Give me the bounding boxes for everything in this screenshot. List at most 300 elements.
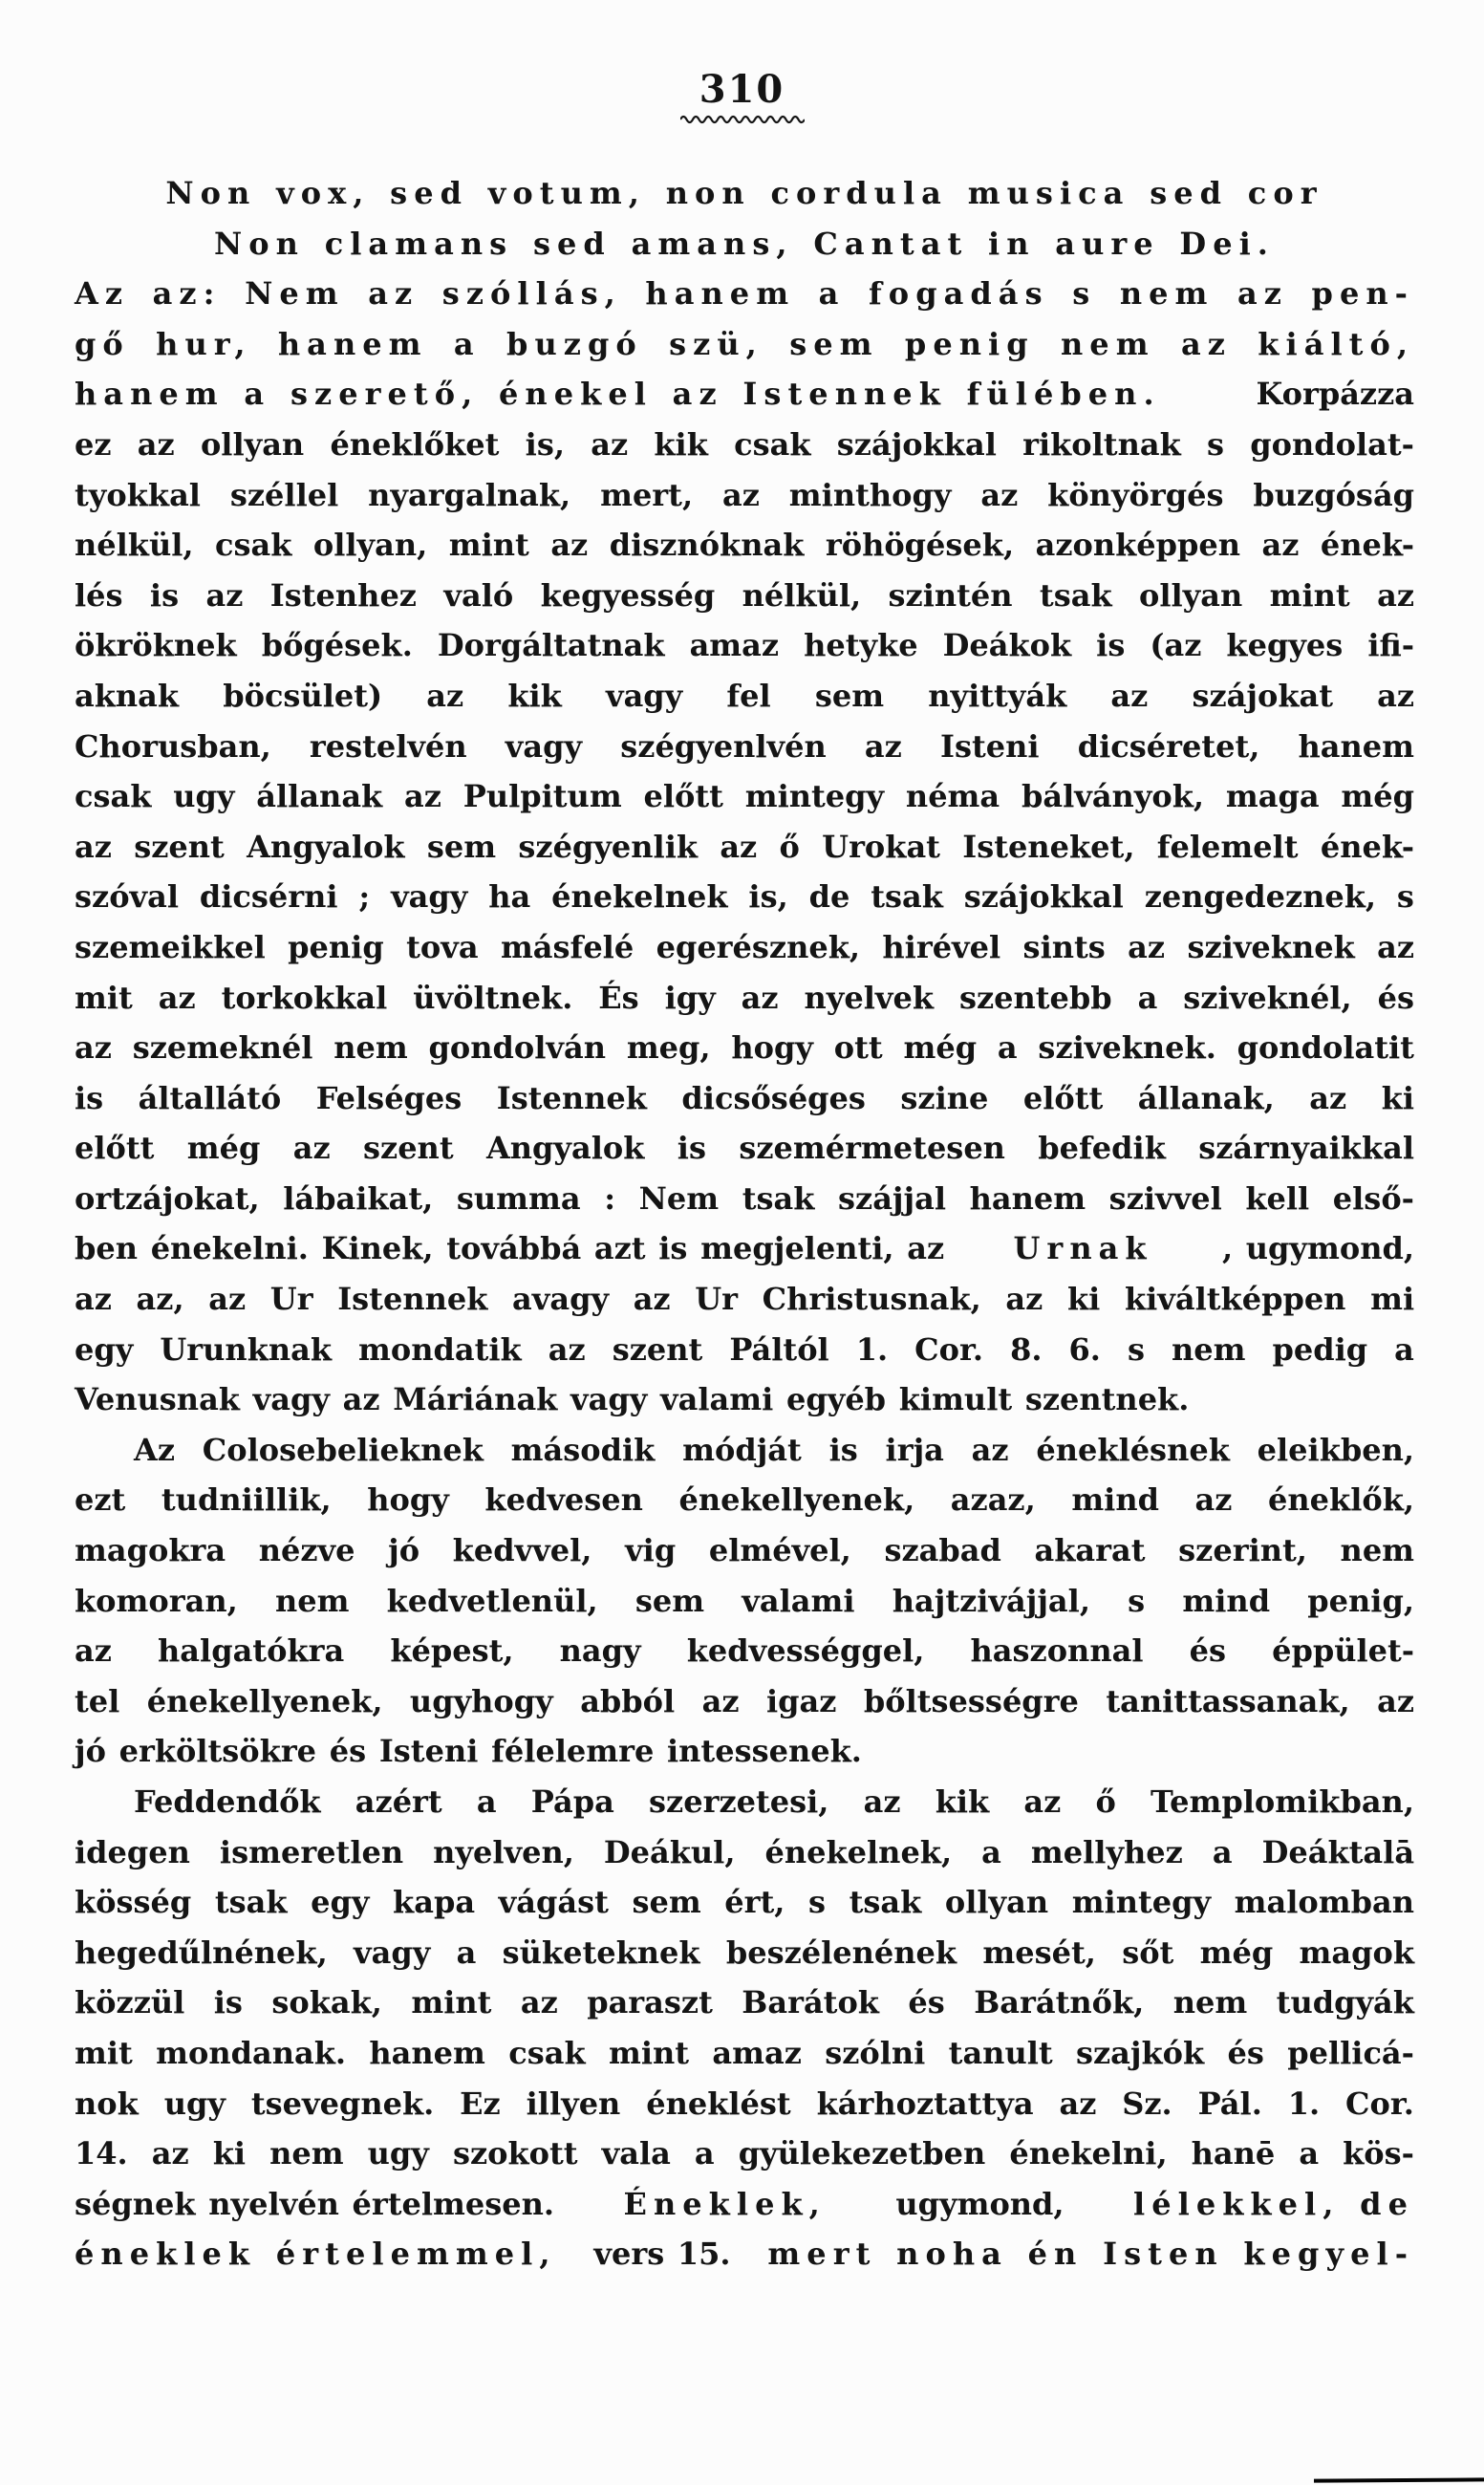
word: tsak xyxy=(871,878,943,916)
word: jó xyxy=(388,1532,420,1569)
word: az xyxy=(1128,928,1166,965)
justify-gap xyxy=(328,1928,354,1978)
justify-gap xyxy=(643,319,669,370)
word: pedig xyxy=(1272,1330,1368,1368)
word: még xyxy=(1341,778,1414,815)
word: Ur xyxy=(269,1281,313,1318)
justify-gap xyxy=(901,1777,936,1827)
justify-gap xyxy=(1275,1073,1309,1124)
justify-gap xyxy=(499,420,525,470)
justify-gap xyxy=(644,1123,677,1174)
word: az xyxy=(151,2135,189,2172)
word: az xyxy=(550,527,589,564)
justify-gap xyxy=(344,1626,390,1676)
justify-gap xyxy=(128,2128,152,2179)
word: ollyan xyxy=(1139,576,1243,614)
word: az xyxy=(1377,928,1415,965)
justify-gap xyxy=(175,420,201,470)
word: nem xyxy=(333,1029,408,1067)
text-line xyxy=(75,872,1414,922)
justify-gap xyxy=(1124,872,1145,922)
emphasized-text-segment: Éneklek, xyxy=(623,2185,827,2222)
justify-gap xyxy=(382,1977,411,2028)
text-line xyxy=(75,2229,1414,2280)
justify-gap xyxy=(133,973,159,1024)
justify-gap xyxy=(711,1023,732,1073)
word: vala xyxy=(601,2135,671,2172)
word: az xyxy=(208,1281,247,1318)
word: ismeretlen xyxy=(219,1833,404,1870)
word: kegyesség xyxy=(540,576,716,614)
word: mint xyxy=(1269,576,1350,614)
justify-gap xyxy=(779,973,805,1024)
word: tsak xyxy=(214,1884,288,1921)
justify-gap xyxy=(1320,2079,1345,2129)
justify-gap xyxy=(112,420,138,470)
word: tsak xyxy=(1039,576,1112,614)
word: Felséges xyxy=(315,1079,462,1116)
word: hogy xyxy=(367,1481,449,1519)
emphasized-text-segment: Non vox, sed votum, non cordula musica sed cor xyxy=(165,175,1323,211)
word: az xyxy=(75,1632,112,1670)
justify-gap xyxy=(957,1928,982,1978)
word: ő xyxy=(779,828,800,865)
justify-gap xyxy=(1040,722,1078,772)
text-line xyxy=(75,1777,1414,1827)
word: az xyxy=(1377,677,1415,714)
justify-gap xyxy=(1034,2079,1060,2129)
word: az xyxy=(1023,1783,1062,1820)
word: az xyxy=(137,425,175,463)
word: zengedeznek, xyxy=(1144,878,1377,916)
text-line xyxy=(75,420,1414,470)
text-line xyxy=(75,1325,1414,1375)
text-line xyxy=(75,1977,1414,2028)
word: nem xyxy=(1119,275,1215,313)
justify-gap xyxy=(665,620,690,671)
justify-gap xyxy=(1173,1928,1199,1978)
justify-gap xyxy=(190,1827,220,1878)
justify-gap xyxy=(1112,571,1139,621)
justify-gap xyxy=(1112,973,1138,1024)
justify-gap xyxy=(924,1626,970,1676)
word: énekellyenek, xyxy=(146,1682,383,1719)
justify-gap xyxy=(606,1023,627,1073)
justify-gap xyxy=(700,1928,726,1978)
justify-gap xyxy=(1242,571,1269,621)
justify-gap xyxy=(719,1174,742,1224)
word: pellicá- xyxy=(1287,2034,1414,2071)
word: minthogy xyxy=(788,476,952,513)
word: Ur xyxy=(695,1281,738,1318)
justify-gap xyxy=(467,872,488,922)
word: bálványok, xyxy=(1021,778,1205,815)
word: Istennek xyxy=(337,1281,488,1318)
word: az: xyxy=(152,275,222,313)
justify-gap xyxy=(243,1977,271,2028)
word: gyülekezetben xyxy=(738,2135,986,2172)
word: néma xyxy=(905,778,1000,815)
justify-gap xyxy=(1233,1827,1262,1878)
word: azaz, xyxy=(950,1481,1036,1519)
justify-gap xyxy=(513,571,540,621)
word: ollyan xyxy=(944,1884,1049,1921)
word: summa xyxy=(456,1179,581,1217)
justify-gap xyxy=(706,1123,739,1174)
word: állanak xyxy=(256,778,383,815)
justify-gap xyxy=(1043,1274,1067,1325)
word: és xyxy=(1227,2034,1264,2071)
word: az xyxy=(292,1130,331,1167)
justify-gap xyxy=(1159,1475,1195,1525)
page-header xyxy=(0,69,1484,126)
justify-gap xyxy=(1183,1827,1213,1878)
word: kedvetlenül, xyxy=(386,1582,598,1619)
word: mintegy xyxy=(1071,1884,1212,1921)
justify-gap xyxy=(1100,1274,1125,1325)
word: nem xyxy=(1061,325,1155,362)
justify-gap xyxy=(1224,420,1250,470)
word: nyargalnak, xyxy=(368,476,571,513)
word: ifi- xyxy=(1367,627,1415,664)
justify-gap xyxy=(1009,1425,1037,1476)
justify-gap xyxy=(702,1325,729,1375)
word: kárhoztattya xyxy=(816,2085,1034,2122)
justify-gap xyxy=(850,872,871,922)
justify-gap xyxy=(252,319,278,370)
word: mind xyxy=(1182,1582,1271,1619)
justify-gap xyxy=(1005,1123,1038,1174)
word: Colosebelieknek xyxy=(202,1431,484,1468)
justify-gap xyxy=(338,470,368,521)
word: befedik xyxy=(1038,1130,1166,1167)
justify-gap xyxy=(225,822,247,873)
word: szégyenlvén xyxy=(620,727,827,765)
word: kegyes xyxy=(1226,627,1344,664)
word: az xyxy=(1194,1481,1233,1519)
word: szajkók xyxy=(1075,2034,1205,2071)
justify-gap xyxy=(237,620,262,671)
justify-gap xyxy=(1103,1073,1137,1124)
word: szájokkal xyxy=(836,425,997,463)
justify-gap xyxy=(622,771,644,822)
justify-gap xyxy=(125,1475,161,1525)
word: képest, xyxy=(390,1632,514,1670)
justify-gap xyxy=(1232,319,1258,370)
word: kell xyxy=(1245,1179,1310,1217)
body-text-block xyxy=(75,168,1414,2280)
justify-gap xyxy=(946,1174,970,1224)
word: amaz xyxy=(689,627,780,664)
word: kik xyxy=(654,425,708,463)
word: szivvel xyxy=(1108,1179,1222,1217)
word: Isteneket, xyxy=(962,828,1135,865)
justify-gap xyxy=(119,1676,146,1727)
word: az xyxy=(1237,275,1288,313)
text-segment: Korpázza xyxy=(1256,376,1414,413)
word: hirével xyxy=(882,928,1001,965)
justify-gap xyxy=(866,1073,900,1124)
word: nagy xyxy=(559,1632,641,1670)
justify-gap xyxy=(715,571,742,621)
word: nyelven, xyxy=(433,1833,574,1870)
word: a xyxy=(694,2135,715,2172)
justify-gap xyxy=(791,2079,817,2129)
word: módját xyxy=(682,1431,802,1468)
justify-gap xyxy=(1061,1777,1095,1827)
word: szü, xyxy=(669,325,764,362)
justify-gap xyxy=(813,1023,834,1073)
word: nélkül, xyxy=(75,527,194,564)
word: ő xyxy=(1095,1783,1116,1820)
word: buzgóság xyxy=(1253,476,1415,513)
text-segment: ségnek nyelvén értelmesen. xyxy=(75,2185,555,2222)
word: az xyxy=(75,1281,112,1318)
word: fel xyxy=(726,677,771,714)
word: ének- xyxy=(1320,527,1415,564)
text-line xyxy=(75,1525,1414,1576)
word: gő xyxy=(75,325,130,362)
justify-gap xyxy=(1065,2179,1133,2230)
justify-gap xyxy=(475,1877,499,1928)
emphasized-text-segment: Non clamans sed amans, Cantat in aure Dei. xyxy=(213,225,1275,262)
word: Deákul, xyxy=(603,1833,736,1870)
text-line xyxy=(75,1073,1414,1124)
justify-gap xyxy=(715,2128,739,2179)
justify-gap xyxy=(804,520,825,571)
justify-gap xyxy=(370,872,391,922)
justify-gap xyxy=(312,1023,333,1073)
text-line xyxy=(75,1425,1414,1476)
justify-gap xyxy=(708,420,734,470)
justify-gap xyxy=(403,1827,433,1878)
word: éneklést xyxy=(646,2085,791,2122)
word: az xyxy=(404,778,441,815)
justify-gap xyxy=(641,1626,687,1676)
justify-gap xyxy=(271,722,310,772)
word: ez xyxy=(75,425,112,463)
word: egy xyxy=(311,1884,370,1921)
justify-gap xyxy=(934,973,959,1024)
word: (az xyxy=(1150,627,1202,664)
justify-gap xyxy=(1204,771,1226,822)
word: közzül xyxy=(75,1984,185,2021)
justify-gap xyxy=(179,571,205,621)
text-line xyxy=(75,470,1414,521)
justify-gap xyxy=(130,319,156,370)
justify-gap xyxy=(1376,872,1397,922)
word: tel xyxy=(75,1682,120,1719)
word: ugy xyxy=(367,2135,429,2172)
justify-gap xyxy=(369,1877,393,1928)
text-line xyxy=(75,822,1414,873)
justify-gap xyxy=(588,520,609,571)
word: azért xyxy=(355,1783,442,1820)
word: hur, xyxy=(156,325,252,362)
word: is xyxy=(1096,627,1126,664)
word: ollyan, xyxy=(312,527,428,564)
justify-gap xyxy=(944,1223,1013,1274)
justify-gap xyxy=(562,671,606,722)
text-line xyxy=(75,1374,1414,1425)
justify-gap xyxy=(484,1425,511,1476)
justify-gap xyxy=(103,1073,138,1124)
justify-gap xyxy=(1096,2079,1122,2129)
text-line xyxy=(75,671,1414,722)
word: gondolatit xyxy=(1237,1029,1414,1067)
word: a xyxy=(981,1833,1001,1870)
text-line xyxy=(75,1928,1414,1978)
justify-gap xyxy=(345,269,369,319)
word: sem xyxy=(634,1582,705,1619)
justify-gap xyxy=(586,2028,609,2079)
word: tsak xyxy=(742,1179,815,1217)
justify-gap xyxy=(1125,620,1150,671)
justify-gap xyxy=(1096,269,1120,319)
word: gondolván xyxy=(428,1029,606,1067)
word: éppület- xyxy=(1272,1632,1415,1670)
word: ki xyxy=(1381,1079,1414,1116)
word: mondanak. xyxy=(156,2034,347,2071)
justify-gap xyxy=(413,620,438,671)
word: sziveknek xyxy=(1187,928,1355,965)
word: kiáltó, xyxy=(1258,325,1415,362)
justify-gap xyxy=(1367,1325,1394,1375)
word: mit xyxy=(75,979,133,1016)
justify-gap xyxy=(634,922,656,973)
justify-gap xyxy=(1222,1174,1246,1224)
justify-gap xyxy=(1053,2028,1076,2079)
text-line xyxy=(75,369,1414,420)
justify-gap xyxy=(740,1676,766,1727)
justify-gap xyxy=(858,1425,886,1476)
word: első- xyxy=(1332,1179,1414,1217)
justify-gap xyxy=(757,822,779,873)
word: Angyalok xyxy=(247,828,405,865)
text-line xyxy=(75,1023,1414,1073)
word: mintegy xyxy=(744,778,885,815)
justify-gap xyxy=(1232,1475,1268,1525)
word: tsevegnek. xyxy=(250,2085,435,2122)
justify-gap xyxy=(321,1777,355,1827)
justify-gap xyxy=(355,1525,388,1576)
text-line xyxy=(75,2028,1414,2079)
text-segment: Venusnak vagy az Máriának vagy valami egyéb kimult szentnek. xyxy=(75,1381,1190,1418)
word: állanak, xyxy=(1137,1079,1275,1116)
word: ; xyxy=(358,878,371,916)
justify-gap xyxy=(1333,671,1377,722)
justify-gap xyxy=(481,319,506,370)
word: irja xyxy=(885,1431,944,1468)
justify-gap xyxy=(1214,269,1237,319)
word: szóval xyxy=(75,878,180,916)
word: Istennek xyxy=(496,1079,647,1116)
justify-gap xyxy=(384,922,406,973)
text-line xyxy=(75,922,1414,973)
word: sints xyxy=(1022,928,1106,965)
word: sziveknek. xyxy=(1038,1029,1216,1067)
word: az xyxy=(720,828,758,865)
emphasized-text-segment: éneklek értelemmel, xyxy=(75,2236,557,2273)
justify-gap xyxy=(558,1977,587,2028)
word: valami xyxy=(742,1582,855,1619)
justify-gap xyxy=(1299,520,1320,571)
justify-gap xyxy=(238,1576,275,1627)
justify-gap xyxy=(689,2028,712,2079)
word: magokra xyxy=(75,1532,226,1569)
word: hogy xyxy=(731,1029,813,1067)
word: a xyxy=(1137,979,1158,1016)
word: maga xyxy=(1225,778,1320,815)
justify-gap xyxy=(888,1325,914,1375)
justify-gap xyxy=(1259,722,1298,772)
word: röhögések, xyxy=(825,527,1015,564)
justify-gap xyxy=(1018,470,1047,521)
justify-gap xyxy=(419,1525,453,1576)
word: torkokkal xyxy=(221,979,388,1016)
justify-gap xyxy=(291,520,312,571)
justify-gap xyxy=(735,1827,764,1878)
word: sem xyxy=(632,1884,701,1921)
word: vagy xyxy=(354,1934,431,1971)
justify-gap xyxy=(434,2079,460,2129)
justify-gap xyxy=(598,1576,635,1627)
word: fogadás xyxy=(869,275,1049,313)
word: kik xyxy=(935,1783,990,1820)
word: egy xyxy=(75,1330,134,1368)
justify-gap xyxy=(112,822,134,873)
emphasized-text-segment: lélekkel, de xyxy=(1133,2185,1414,2222)
word: idegen xyxy=(75,1833,190,1870)
word: még xyxy=(1199,1934,1274,1971)
justify-gap xyxy=(288,1877,312,1928)
word: lábaikat, xyxy=(283,1179,434,1217)
justify-gap xyxy=(553,1676,580,1727)
justify-gap xyxy=(184,1977,213,2028)
justify-gap xyxy=(246,1274,270,1325)
word: az xyxy=(1261,527,1300,564)
justify-gap xyxy=(522,1325,548,1375)
justify-gap xyxy=(529,520,550,571)
justify-gap xyxy=(419,269,442,319)
justify-gap xyxy=(1288,269,1312,319)
word: kös- xyxy=(1343,2135,1414,2172)
word: szent xyxy=(363,1130,454,1167)
text-line xyxy=(75,722,1414,772)
word: a xyxy=(818,275,846,313)
word: is xyxy=(149,576,180,614)
justify-gap xyxy=(828,1777,863,1827)
word: nem xyxy=(269,2135,344,2172)
word: 1. xyxy=(1287,2085,1321,2122)
text-line xyxy=(75,2128,1414,2179)
word: az xyxy=(971,1431,1009,1468)
justify-gap xyxy=(344,2128,368,2179)
justify-gap xyxy=(1350,1676,1377,1727)
justify-gap xyxy=(1172,2079,1198,2129)
word: vig xyxy=(625,1532,677,1569)
word: Angyalok xyxy=(485,1130,645,1167)
word: szárnyaikkal xyxy=(1198,1130,1414,1167)
word: másfelé xyxy=(500,928,634,965)
justify-gap xyxy=(454,1123,486,1174)
justify-gap xyxy=(1307,1525,1341,1576)
word: 14. xyxy=(75,2135,128,2172)
justify-gap xyxy=(382,771,404,822)
word: egerésznek, xyxy=(656,928,861,965)
justify-gap xyxy=(716,973,742,1024)
word: előtt xyxy=(643,778,723,815)
